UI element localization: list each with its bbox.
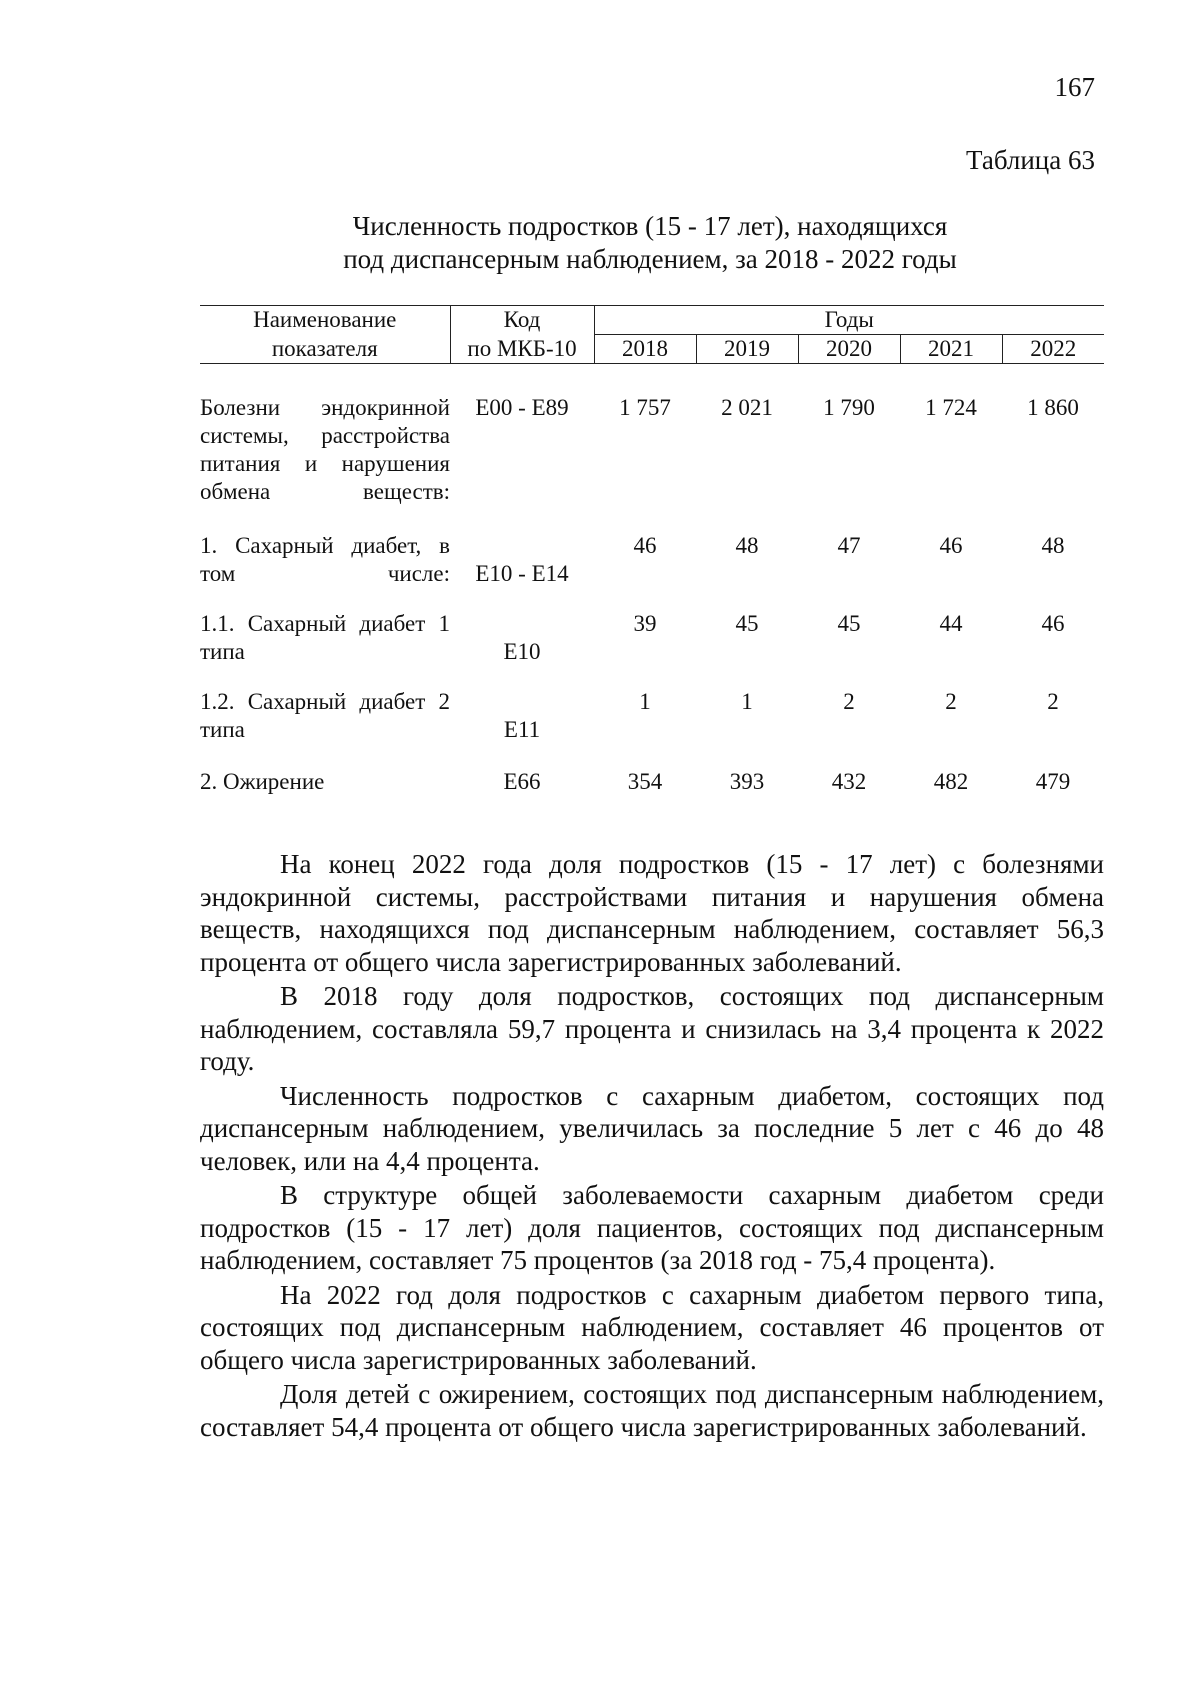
row-value: 39 (633, 611, 657, 636)
header-year: 2020 (798, 335, 900, 364)
row-value: 1 (639, 689, 651, 714)
row-name: 2. Ожирение (200, 769, 325, 794)
paragraph: Доля детей с ожирением, состоящих под диспансерным наблюдением, составляет 54,4 процента от общего числа зарегистрированных заболеваний. (200, 1379, 1104, 1442)
row-value: 2 (945, 689, 957, 714)
header-year: 2021 (900, 335, 1002, 364)
header-code-line2: по МКБ-10 (450, 335, 594, 364)
row-code: E10 (503, 639, 541, 664)
paragraph: В структуре общей заболеваемости сахарным диабетом среди подростков (15 - 17 лет) доля пациентов, состоящих под диспансерным наблюдением, составляет 75 процентов (за 2018 год - 75,4 процента). (200, 1180, 1104, 1275)
header-name-line1: Наименование (200, 306, 450, 335)
paragraph: В 2018 году доля подростков, состоящих под диспансерным наблюдением, составляла 59,7 процента и снизилась на 3,4 процента к 2022 году. (200, 981, 1104, 1076)
row-value: 46 (939, 533, 963, 558)
table-row (200, 688, 1104, 744)
row-value: 1 790 (823, 395, 875, 420)
body-text (200, 848, 1104, 1445)
row-name: 1. Сахарный диабет, в том числе: (200, 533, 450, 586)
row-value: 46 (633, 533, 657, 558)
table-row (200, 532, 1104, 588)
row-name: 1.1. Сахарный диабет 1 типа (200, 611, 450, 664)
header-years: Годы (594, 306, 1104, 335)
table-row (200, 768, 1104, 796)
page-number: 167 (1054, 72, 1095, 102)
row-value: 1 724 (925, 395, 977, 420)
table-title-line: Численность подростков (15 - 17 лет), находящихся (352, 211, 948, 241)
header-name-line2: показателя (200, 335, 450, 364)
row-name: 1.2. Сахарный диабет 2 типа (200, 689, 450, 742)
row-value: 354 (627, 769, 663, 794)
row-value: 2 021 (721, 395, 773, 420)
row-code: E00 - E89 (475, 395, 569, 420)
row-value: 47 (837, 533, 861, 558)
data-table (200, 305, 1104, 796)
row-value: 1 (741, 689, 753, 714)
row-value: 44 (939, 611, 963, 636)
row-value: 48 (1041, 533, 1065, 558)
header-year: 2018 (594, 335, 696, 364)
paragraph: Численность подростков с сахарным диабетом, состоящих под диспансерным наблюдением, увеличилась за последние 5 лет с 46 до 48 человек, или на 4,4 процента. (200, 1080, 1104, 1176)
row-value: 1 757 (619, 395, 671, 420)
paragraph: На 2022 год доля подростков с сахарным диабетом первого типа, состоящих под диспансерным наблюдением, составляет 46 процентов от общего числа зарегистрированных заболеваний. (200, 1279, 1104, 1375)
paragraph: На конец 2022 года доля подростков (15 - 17 лет) с болезнями эндокринной системы, расстройствами питания и нарушения обмена веществ, находящихся под диспансерным наблюдением, составляет 56,3 процента от общего числа зарегистрированных заболеваний. (200, 849, 1104, 977)
row-code: E66 (503, 769, 541, 794)
table-title-line: под диспансерным наблюдением, за 2018 - 2022 годы (343, 244, 957, 274)
header-year: 2022 (1002, 335, 1104, 364)
table-title (200, 210, 1100, 276)
row-value: 2 (843, 689, 855, 714)
table-row (200, 394, 1104, 506)
row-value: 432 (831, 769, 867, 794)
header-year: 2019 (696, 335, 798, 364)
row-value: 46 (1041, 611, 1065, 636)
row-value: 2 (1047, 689, 1059, 714)
table-row (200, 610, 1104, 666)
header-code-line1: Код (450, 306, 594, 335)
row-value: 393 (729, 769, 765, 794)
row-value: 1 860 (1027, 395, 1079, 420)
row-name: Болезни эндокринной системы, расстройства питания и нарушения обмена веществ: (200, 395, 450, 504)
row-value: 48 (735, 533, 759, 558)
row-code: E10 - E14 (475, 561, 569, 586)
table-label: Таблица 63 (966, 145, 1095, 175)
row-code: E11 (503, 717, 541, 742)
row-value: 482 (933, 769, 969, 794)
data-table-container (200, 305, 1104, 796)
row-value: 479 (1035, 769, 1071, 794)
row-value: 45 (735, 611, 759, 636)
row-value: 45 (837, 611, 861, 636)
